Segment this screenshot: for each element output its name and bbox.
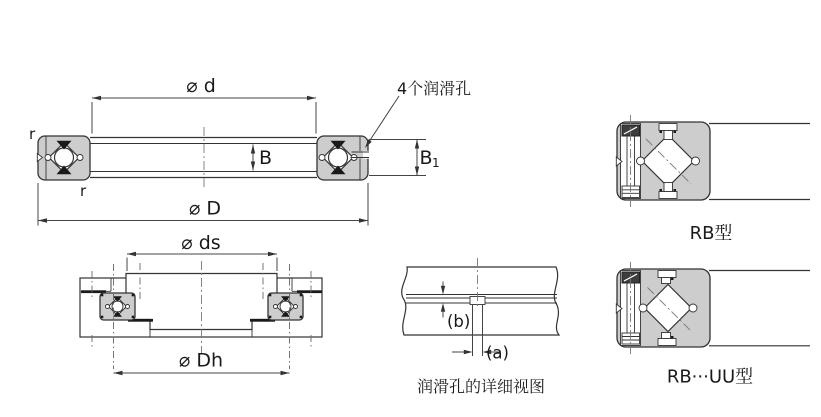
dim-shaft-shoulder <box>127 232 277 271</box>
lube-holes-note <box>365 79 471 148</box>
mounted-section-view <box>80 232 322 375</box>
lube-hole-detail-view <box>402 258 559 396</box>
dim-outer-diameter <box>38 183 368 226</box>
mounted-bearing-left <box>100 293 135 320</box>
dim-label-a: (a) <box>486 343 509 363</box>
dim-width-b <box>251 145 272 171</box>
dim-width-b1 <box>369 140 440 176</box>
dim-label-bore-diameter: ⌀ d <box>186 75 216 97</box>
dim-a <box>452 344 509 363</box>
detail-caption: 润滑孔的详细视图 <box>416 377 546 396</box>
dim-label-width-b1: B <box>419 147 433 169</box>
chamfer-label-bottom: r <box>80 182 87 200</box>
rb-uu-type-view <box>616 262 810 388</box>
dim-label-housing-shoulder: ⌀ Dh <box>178 349 224 372</box>
main-section-view <box>29 75 471 226</box>
dim-housing-shoulder <box>114 350 290 376</box>
dim-label-width-b1-subscript: 1 <box>432 156 440 170</box>
dim-label-b: (b) <box>447 312 471 331</box>
chamfer-label-top: r <box>29 125 36 143</box>
rb-uu-type-label: RB···UU型 <box>666 366 754 388</box>
dim-label-width-b: B <box>259 147 273 169</box>
ring-strip <box>90 138 317 178</box>
dim-label-outer-diameter: ⌀ D <box>188 197 222 220</box>
rb-type-view <box>616 115 810 244</box>
lube-holes-note-label: 4个润滑孔 <box>397 79 472 98</box>
mounted-bearing-right <box>268 293 303 320</box>
dim-label-shaft-shoulder: ⌀ ds <box>181 232 221 254</box>
dim-bore-diameter <box>92 75 316 134</box>
rb-type-label: RB型 <box>689 223 733 244</box>
